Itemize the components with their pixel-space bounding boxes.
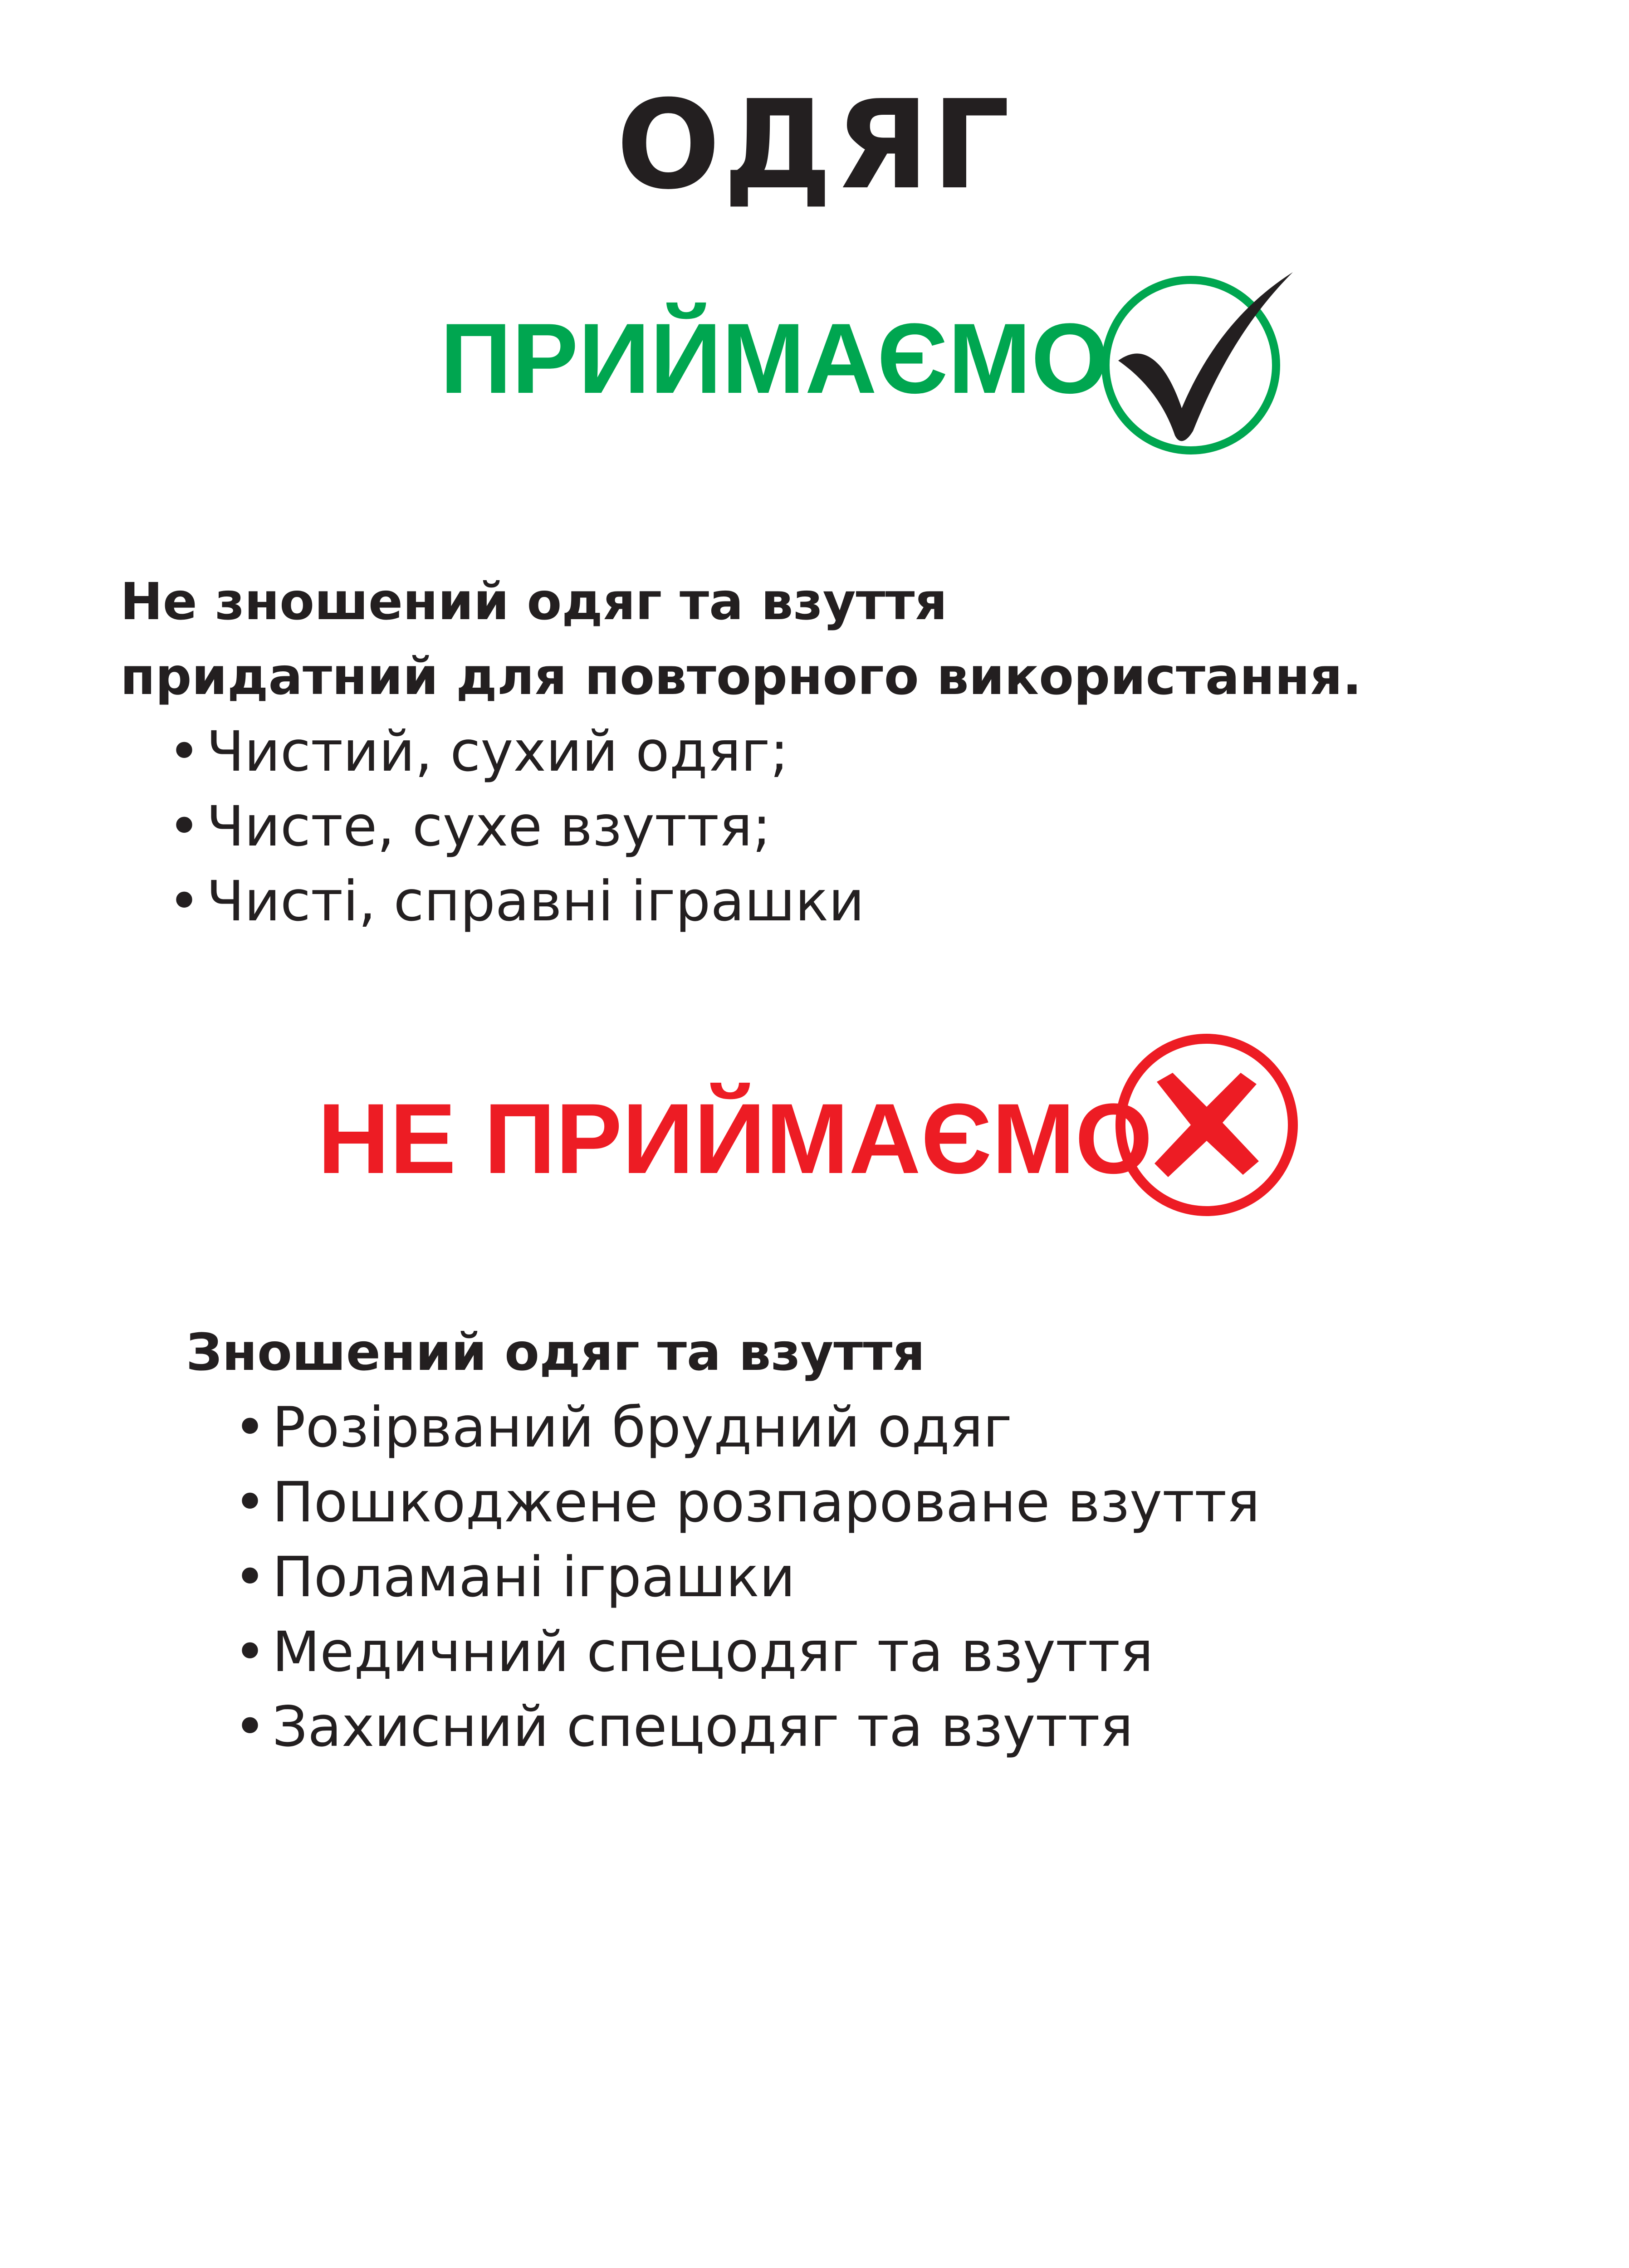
bullet-dot: • (234, 1620, 266, 1684)
accept-intro-line-2: придатний для повторного використання. (120, 647, 1362, 706)
list-item-text: Захисний спецодяг та взуття (272, 1695, 1133, 1759)
list-item (168, 864, 1362, 939)
page-title: ОДЯГ (616, 73, 1013, 216)
checkmark-circle-icon (1093, 263, 1302, 463)
reject-intro-line-1: Зношений одяг та взуття (186, 1323, 925, 1382)
list-item (168, 714, 1362, 789)
bullet-dot: • (234, 1695, 266, 1759)
bullet-dot: • (234, 1395, 266, 1460)
list-item (234, 1465, 1260, 1540)
cross-circle-icon (1111, 1030, 1302, 1220)
list-item (234, 1690, 1260, 1765)
reject-section (186, 1315, 1260, 1765)
bullet-dot: • (168, 794, 201, 859)
list-item (234, 1390, 1260, 1465)
list-item-text: Медичний спецодяг та взуття (272, 1620, 1154, 1684)
list-item-text: Поламані іграшки (272, 1545, 796, 1609)
list-item-text: Чисті, справні іграшки (206, 869, 865, 934)
list-item (234, 1540, 1260, 1615)
accept-list (168, 714, 1362, 939)
bullet-dot: • (234, 1545, 266, 1609)
bullet-dot: • (168, 719, 201, 784)
list-item (234, 1615, 1260, 1690)
bullet-dot: • (168, 869, 201, 934)
list-item-text: Чисте, сухе взуття; (206, 794, 771, 859)
list-item (168, 789, 1362, 864)
accept-section (120, 565, 1362, 939)
accept-heading: ПРИЙМАЄМО (440, 303, 1109, 414)
reject-heading: НЕ ПРИЙМАЄМО (318, 1083, 1153, 1194)
list-item-text: Чистий, сухий одяг; (206, 719, 789, 784)
accept-intro-line-1: Не зношений одяг та взуття (120, 572, 948, 631)
list-item-text: Пошкоджене розпароване взуття (272, 1470, 1260, 1535)
reject-list (234, 1390, 1260, 1765)
list-item-text: Розірваний брудний одяг (272, 1395, 1013, 1460)
bullet-dot: • (234, 1470, 266, 1535)
